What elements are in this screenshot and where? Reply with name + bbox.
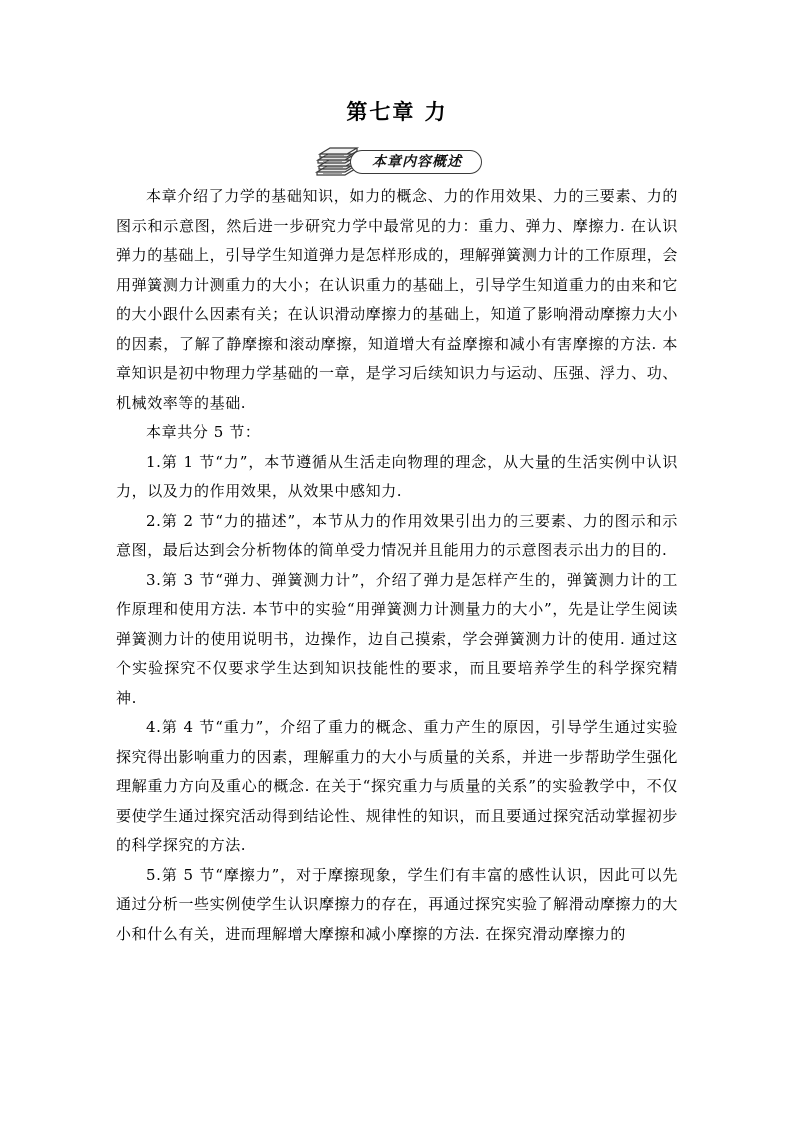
section-3-paragraph: 3.第 3 节“弹力、弹簧测力计”，介绍了弹力是怎样产生的，弹簧测力计的工作原理和使用方法. 本节中的实验“用弹簧测力计测量力的大小”，先是让学生阅读弹簧测力计的使用说明书，边操作，边自己摸索，学会弹簧测力计的使用. 通过这个实验探究不仅要求学生达到知识技能性的要求，而且要培养学生的科学探究精神. bbox=[116, 570, 678, 707]
section-banner-label: 本章内容概述 bbox=[372, 154, 462, 170]
section-4-paragraph: 4.第 4 节“重力”，介绍了重力的概念、重力产生的原因，引导学生通过实验探究得出影响重力的因素，理解重力的大小与质量的关系，并进一步帮助学生强化理解重力方向及重心的概念. 在关于“探究重力与质量的关系”的实验教学中，不仅要使学生通过探究活动得到结论性、规律性的知识，而且要通过探究活动掌握初步的科学探究的方法. bbox=[116, 718, 678, 854]
section-count-paragraph: 本章共分 5 节： bbox=[146, 423, 261, 441]
section-banner bbox=[314, 143, 484, 177]
intro-paragraph: 本章介绍了力学的基础知识，如力的概念、力的作用效果、力的三要素、力的图示和示意图，然后进一步研究力学中最常见的力：重力、弹力、摩擦力. 在认识弹力的基础上，引导学生知道弹力是怎样形成的，理解弹簧测力计的工作原理，会用弹簧测力计测重力的大小；在认识重力的基础上，引导学生知道重力的由来和它的大小跟什么因素有关；在认识滑动摩擦力的基础上，知道了影响滑动摩擦力大小的因素，了解了静摩擦和滚动摩擦，知道增大有益摩擦和减小有害摩擦的方法. 本章知识是初中物理力学基础的一章，是学习后续知识力与运动、压强、浮力、功、机械效率等的基础. bbox=[116, 187, 678, 412]
section-1-paragraph: 1.第 1 节“力”，本节遵循从生活走向物理的理念，从大量的生活实例中认识力，以及力的作用效果，从效果中感知力. bbox=[116, 452, 678, 500]
body-text bbox=[116, 182, 678, 949]
section-banner-pill bbox=[350, 150, 482, 174]
section-5-paragraph: 5.第 5 节“摩擦力”，对于摩擦现象，学生们有丰富的感性认识，因此可以先通过分析一些实例使学生认识摩擦力的存在，再通过探究实验了解滑动摩擦力的大小和什么有关，进而理解增大摩擦和减小摩擦的方法. 在探究滑动摩擦力的 bbox=[116, 865, 678, 943]
section-2-paragraph: 2.第 2 节“力的描述”，本节从力的作用效果引出力的三要素、力的图示和示意图，最后达到会分析物体的简单受力情况并且能用力的示意图表示出力的目的. bbox=[116, 511, 678, 559]
chapter-title: 第七章 力 bbox=[346, 99, 448, 124]
